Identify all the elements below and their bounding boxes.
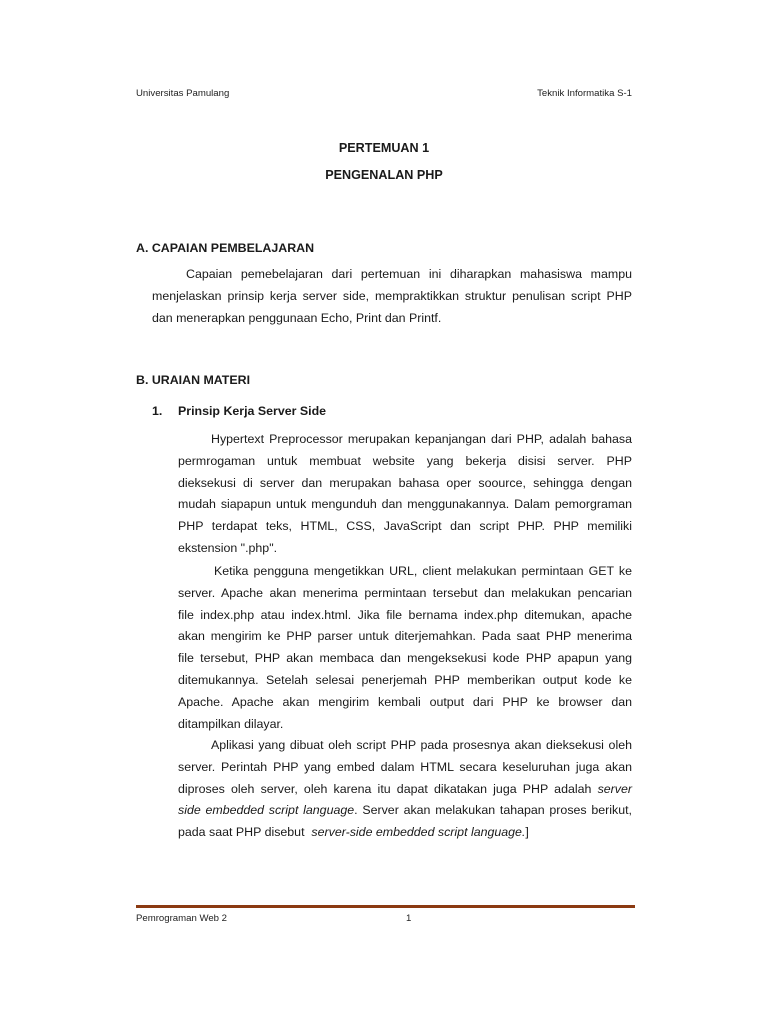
text-run: ] (525, 825, 529, 840)
paragraph-line: file index.php atau index.html. Jika file bernama index.php ditemukan, apache (178, 607, 632, 622)
subsection-heading (152, 404, 326, 418)
paragraph-line: Ketika pengguna mengetikkan URL, client melakukan permintaan GET ke (214, 564, 632, 578)
title-meeting: PERTEMUAN 1 (338, 141, 430, 155)
italic-term: server (597, 781, 632, 796)
section-b-heading: B. URAIAN MATERI (136, 373, 251, 387)
paragraph-line: Capaian pemebelajaran dari pertemuan ini diharapkan mahasiswa mampu (186, 267, 632, 281)
paragraph-line: ditemukannya. Setelah selesai penerjemah PHP memberikan output kode ke (178, 672, 632, 687)
footer-rule (136, 905, 635, 908)
paragraph-line: mudah siapapun untuk mengunduh dan menggunakannya. Dalam pemorgraman (178, 497, 632, 512)
text-run: . Server akan melakukan tahapan proses berikut, (354, 803, 632, 818)
paragraph-line (178, 800, 632, 822)
italic-term: server-side embedded script language. (311, 825, 526, 840)
section-a-heading: A. CAPAIAN PEMBELAJARAN (136, 241, 315, 255)
paragraph-php-definition (178, 429, 632, 560)
footer-course: Pemrograman Web 2 (136, 913, 228, 924)
paragraph-line: ditampilkan dilayar. (178, 716, 284, 731)
paragraph-line: PHP terdapat teks, HTML, CSS, JavaScript dan script PHP. PHP memiliki (178, 519, 632, 534)
paragraph-request-flow (178, 561, 632, 735)
header-program: Teknik Informatika S-1 (537, 88, 632, 99)
paragraph-line: dieksekusi di server dan merupakan bahasa oper soource, sehingga dengan (178, 475, 632, 490)
paragraph-embedded-script (178, 735, 632, 844)
section-a-paragraph (152, 264, 632, 329)
paragraph-line: server. Perintah PHP yang embed dalam HTML secara keseluruhan juga akan (178, 759, 632, 774)
paragraph-line: permrogaman untuk membuat website yang bekerja disisi server. PHP (178, 453, 632, 468)
paragraph-line: menjelaskan prinsip kerja server side, mempraktikkan struktur penulisan script PHP (152, 288, 632, 303)
running-footer (136, 913, 636, 924)
header-university: Universitas Pamulang (136, 88, 230, 99)
document-title (0, 141, 768, 195)
paragraph-line: akan mengirim ke PHP parser untuk diterjemahkan. Pada saat PHP menerima (178, 629, 632, 644)
text-run: diproses oleh server, oleh karena itu dapat dikatakan juga PHP adalah (178, 781, 598, 796)
title-topic: PENGENALAN PHP (325, 168, 443, 182)
paragraph-line: file tersebut, PHP akan membaca dan mengeksekusi kode PHP apapun yang (178, 651, 632, 666)
paragraph-line (178, 822, 632, 844)
italic-term: side embedded script language (178, 803, 355, 818)
paragraph-line: Aplikasi yang dibuat oleh script PHP pada prosesnya akan dieksekusi oleh (211, 738, 632, 752)
paragraph-line: Hypertext Preprocessor merupakan kepanjangan dari PHP, adalah bahasa (211, 432, 632, 446)
paragraph-line: Apache. Apache akan mengirim kembali output dari PHP ke browser dan (178, 694, 632, 709)
subsection-title: Prinsip Kerja Server Side (178, 404, 327, 418)
paragraph-line: ekstension ".php". (178, 540, 278, 555)
paragraph-line: dan menerapkan penggunaan Echo, Print dan Printf. (152, 310, 442, 325)
page-number: 1 (406, 913, 412, 924)
text-run: pada saat PHP disebut (178, 825, 312, 840)
paragraph-line: server. Apache akan menerima permintaan tersebut dan melakukan pencarian (178, 585, 632, 600)
running-header (136, 88, 632, 99)
subsection-number: 1. (152, 404, 163, 418)
paragraph-line (178, 779, 632, 801)
